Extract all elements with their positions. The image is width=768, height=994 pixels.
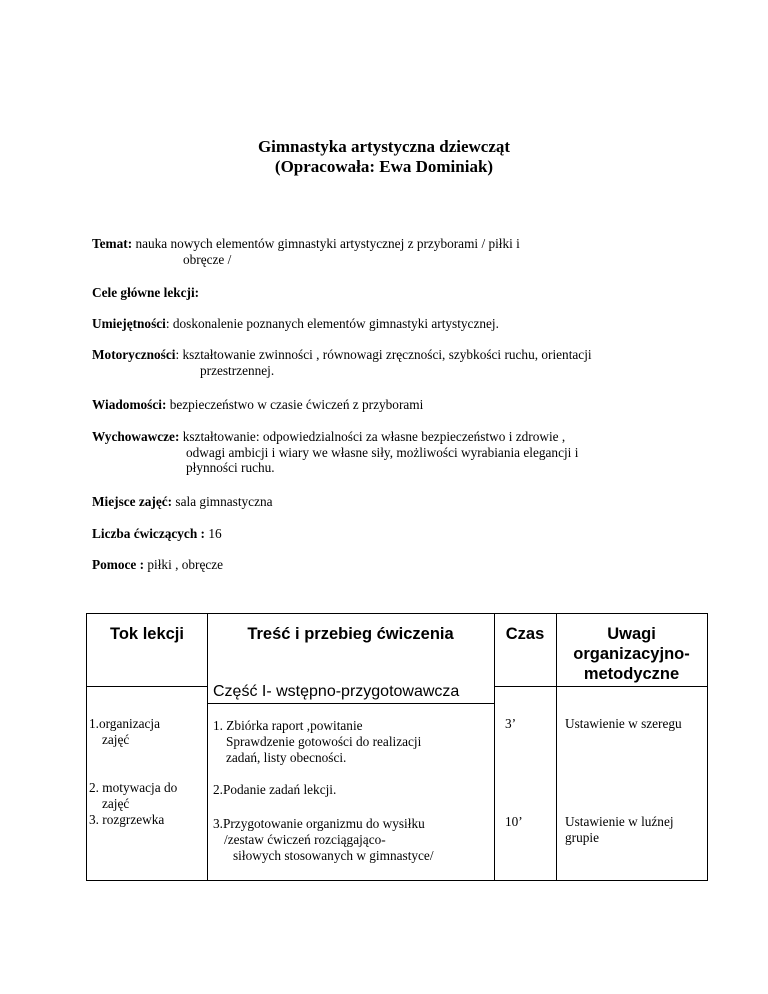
table-row-divider	[207, 703, 495, 704]
header-uwagi	[556, 624, 707, 684]
row1-tok-line-2: zajęć	[102, 732, 130, 747]
document-title	[0, 137, 768, 177]
row1-tok	[89, 716, 160, 748]
row2-tok-line-2: zajęć	[102, 796, 130, 811]
lesson-table	[86, 613, 708, 881]
miejsce-label: Miejsce zajęć:	[92, 494, 173, 509]
pomoce-paragraph	[92, 557, 223, 573]
row2-uwagi-line-2: grupie	[565, 830, 599, 845]
cele-label: Cele główne lekcji:	[92, 285, 200, 300]
wiadomosci-label: Wiadomości:	[92, 397, 167, 412]
wiadomosci-paragraph	[92, 397, 423, 413]
pomoce-text: piłki , obręcze	[144, 557, 224, 572]
miejsce-paragraph	[92, 494, 273, 510]
table-row-divider	[494, 686, 707, 687]
table-column-divider	[494, 614, 495, 880]
motorycznosci-paragraph	[92, 347, 592, 378]
row2-tok-line-1: 2. motywacja do	[89, 780, 178, 795]
row2-tresc-podanie: 2.Podanie zadań lekcji.	[213, 782, 337, 797]
pomoce-label: Pomoce :	[92, 557, 145, 572]
liczba-paragraph	[92, 526, 222, 542]
header-tok-lekcji: Tok lekcji	[110, 625, 184, 643]
wychowawcze-label: Wychowawcze:	[92, 429, 180, 444]
header-uwagi-line-1: Uwagi	[607, 625, 656, 643]
motorycznosci-text: : kształtowanie zwinności , równowagi zręczności, szybkości ruchu, orientacji	[175, 347, 592, 362]
umiejetnosci-paragraph	[92, 316, 499, 332]
umiejetnosci-label: Umiejętności	[92, 316, 166, 331]
motorycznosci-text-cont: przestrzennej.	[200, 362, 275, 378]
row2-tresc2-line-2: /zestaw ćwiczeń rozciągająco-	[224, 832, 386, 847]
row2-tok	[89, 780, 177, 828]
row1-tresc	[213, 718, 421, 766]
header-czas: Czas	[505, 625, 545, 643]
wychowawcze-text: kształtowanie: odpowiedzialności za własne bezpieczeństwo i zdrowie ,	[179, 429, 566, 444]
motorycznosci-label: Motoryczności	[92, 347, 176, 362]
umiejetnosci-text: : doskonalenie poznanych elementów gimnastyki artystycznej.	[165, 316, 499, 331]
header-uwagi-line-3: metodyczne	[583, 665, 680, 683]
liczba-label: Liczba ćwiczących :	[92, 526, 205, 541]
temat-paragraph	[92, 236, 520, 267]
row2-uwagi-line-1: Ustawienie w luźnej	[565, 814, 674, 829]
wiadomosci-text: bezpieczeństwo w czasie ćwiczeń z przyborami	[166, 397, 424, 412]
liczba-text: 16	[205, 526, 222, 541]
row1-uwagi: Ustawienie w szeregu	[565, 716, 682, 731]
row2-uwagi	[565, 814, 674, 846]
temat-label: Temat:	[92, 236, 133, 251]
table-row-divider	[87, 686, 208, 687]
row2-tresc2-line-1: 3.Przygotowanie organizmu do wysiłku	[213, 816, 425, 831]
header-tresc: Treść i przebieg ćwiczenia	[247, 625, 454, 643]
title-line-2: (Opracowała: Ewa Dominiak)	[274, 157, 494, 176]
row1-tok-line-1: 1.organizacja	[89, 716, 161, 731]
row1-czas: 3’	[505, 716, 517, 731]
miejsce-text: sala gimnastyczna	[172, 494, 273, 509]
table-column-divider	[207, 614, 208, 880]
title-line-1: Gimnastyka artystyczna dziewcząt	[257, 137, 511, 156]
row2-tok-line-3: 3. rozgrzewka	[89, 812, 165, 827]
row1-tresc-line-1: 1. Zbiórka raport ,powitanie	[213, 718, 363, 733]
header-uwagi-line-2: organizacyjno-	[573, 645, 690, 663]
temat-text: nauka nowych elementów gimnastyki artystycznej z przyborami / piłki i	[132, 236, 520, 251]
row1-tresc-line-2: Sprawdzenie gotowości do realizacji	[226, 734, 422, 749]
cele-heading	[92, 285, 199, 301]
wychowawcze-text-cont-2: płynności ruchu.	[186, 460, 275, 475]
wychowawcze-paragraph	[92, 429, 578, 476]
wychowawcze-text-cont-1: odwagi ambicji i wiary we własne siły, możliwości wyrabiania elegancji i	[186, 444, 579, 460]
section-title: Część I- wstępno-przygotowawcza	[213, 683, 460, 700]
row2-tresc2-line-3: siłowych stosowanych w gimnastyce/	[233, 848, 434, 863]
row2-tresc-przygotowanie	[213, 816, 434, 864]
row1-tresc-line-3: zadań, listy obecności.	[226, 750, 347, 765]
temat-text-cont: obręcze /	[183, 251, 232, 267]
row2-czas: 10’	[505, 814, 523, 829]
